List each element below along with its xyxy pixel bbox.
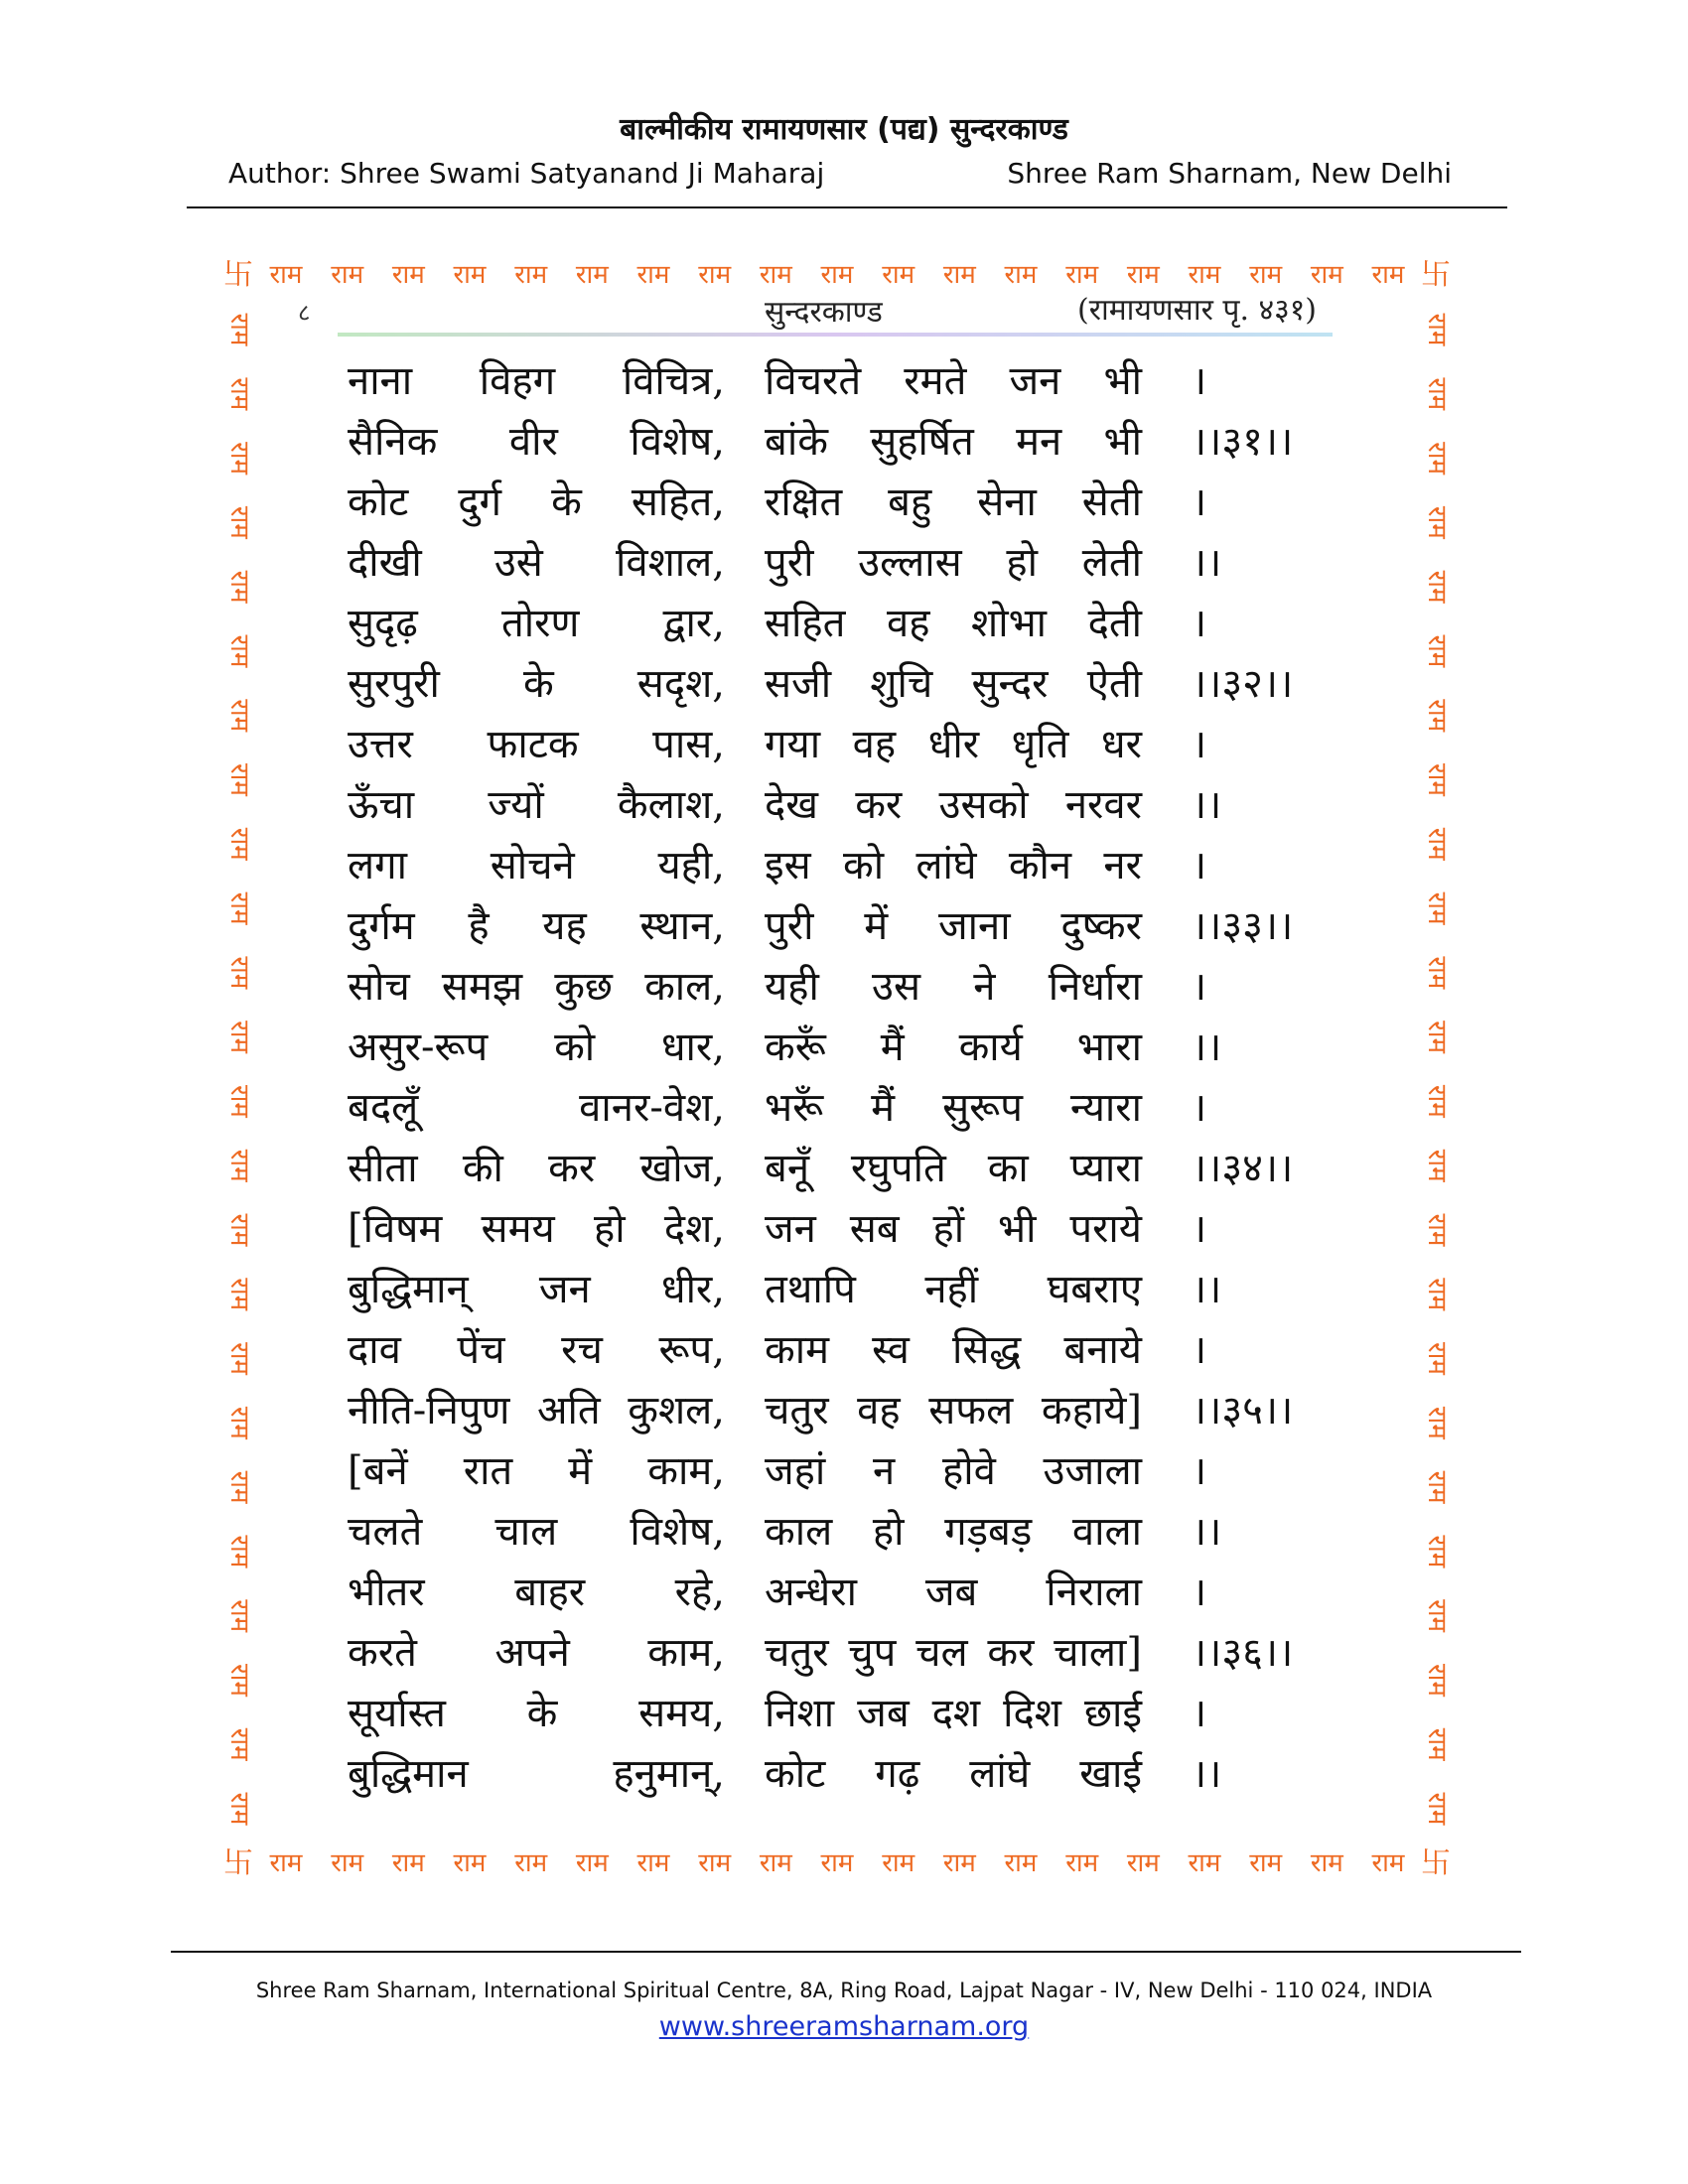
verse-second-half: रक्षित बहु सेना सेती xyxy=(765,479,1142,525)
border-ram-word: राम xyxy=(224,891,254,925)
border-ram-word: राम xyxy=(224,1599,254,1633)
verse-first-half: ऊँचा ज्यों कैलाश, xyxy=(348,782,725,828)
verse-first-half: चलते चाल विशेष, xyxy=(348,1509,725,1555)
border-ram-word: राम xyxy=(820,1848,854,1878)
verse-first-half: दुर्गम है यह स्थान, xyxy=(348,903,725,949)
border-ram-word: राम xyxy=(453,1848,487,1878)
border-ram-word: राम xyxy=(1422,505,1452,539)
organization-line: Shree Ram Sharnam, New Delhi xyxy=(1007,157,1452,190)
border-ram-word: राम xyxy=(1422,1599,1452,1633)
verse-marker: ।। xyxy=(1192,1751,1222,1797)
verse-second-half: पुरी में जाना दुष्कर xyxy=(765,903,1142,949)
verse-second-half: सजी शुचि सुन्दर ऐती xyxy=(765,661,1142,707)
verse-line xyxy=(348,1435,1340,1496)
verse-first-half: असुर-रूप को धार, xyxy=(348,1024,725,1070)
verse-marker: । xyxy=(1192,1448,1207,1494)
verse-line xyxy=(348,1193,1340,1254)
border-ram-word: राम xyxy=(1422,1727,1452,1761)
verse-line xyxy=(348,769,1340,830)
border-ram-word: राम xyxy=(224,1278,254,1311)
verse-first-half: नाना विहग विचित्र, xyxy=(348,358,725,404)
border-ram-word: राम xyxy=(942,260,976,290)
verse-marker: । xyxy=(1192,1206,1207,1252)
swastika-icon: 卐 xyxy=(1421,257,1451,293)
page-reference: (रामायणसार पृ. ४३१) xyxy=(1077,293,1318,328)
verse-second-half: तथापि नहीं घबराए xyxy=(765,1267,1142,1312)
verse-marker: । xyxy=(1192,601,1207,646)
border-ram-word: राम xyxy=(1422,891,1452,925)
verse-line xyxy=(348,951,1340,1012)
verse-second-half: देख कर उसको नरवर xyxy=(765,782,1142,828)
border-ram-word: राम xyxy=(1126,260,1160,290)
border-ram-word: राम xyxy=(882,260,915,290)
verse-marker: । xyxy=(1192,843,1207,888)
inner-divider xyxy=(338,333,1333,337)
verse-line xyxy=(348,1375,1340,1435)
border-ram-word: राम xyxy=(1310,1848,1343,1878)
border-ram-word: राम xyxy=(759,1848,792,1878)
verse-first-half: करते अपने काम, xyxy=(348,1630,725,1676)
border-ram-word: राम xyxy=(1422,1342,1452,1375)
border-ram-word: राम xyxy=(1126,1848,1160,1878)
swastika-icon: 卐 xyxy=(1421,1845,1451,1881)
border-ram-word: राम xyxy=(1065,1848,1099,1878)
verse-line xyxy=(348,890,1340,951)
border-ram-word: राम xyxy=(1422,763,1452,796)
border-ram-word: राम xyxy=(575,260,609,290)
border-ram-word: राम xyxy=(224,1727,254,1761)
border-ram-word: राम xyxy=(1065,260,1099,290)
border-ram-word: राम xyxy=(269,1848,303,1878)
border-ram-word: राम xyxy=(224,442,254,476)
border-ram-word: राम xyxy=(1371,260,1405,290)
border-ram-word: राम xyxy=(224,763,254,796)
border-ram-word: राम xyxy=(1371,1848,1405,1878)
verse-second-half: जहां न होवे उजाला xyxy=(765,1448,1142,1494)
border-ram-word: राम xyxy=(224,827,254,861)
verse-first-half: बुद्धिमान हनुमान्, xyxy=(348,1751,725,1797)
verse-second-half: पुरी उल्लास हो लेती xyxy=(765,540,1142,586)
verse-marker: ।।३३।। xyxy=(1192,903,1294,949)
footer-divider xyxy=(171,1951,1521,1953)
verse-second-half: भरूँ मैं सुरूप न्यारा xyxy=(765,1085,1142,1131)
border-ram-word: राम xyxy=(759,260,792,290)
border-ram-word: राम xyxy=(1422,827,1452,861)
verse-second-half: काम स्व सिद्ध बनाये xyxy=(765,1327,1142,1373)
border-ram-word: राम xyxy=(453,260,487,290)
border-ram-word: राम xyxy=(1422,634,1452,668)
verse-first-half: उत्तर फाटक पास, xyxy=(348,722,725,767)
verse-line xyxy=(348,709,1340,769)
verse-first-half: दाव पेंच रच रूप, xyxy=(348,1327,725,1373)
verse-second-half: सहित वह शोभा देती xyxy=(765,601,1142,646)
border-ram-word: राम xyxy=(1422,1663,1452,1697)
verse-second-half: इस को लांघे कौन नर xyxy=(765,843,1142,888)
verse-line xyxy=(348,345,1340,406)
page-number: ८ xyxy=(298,299,311,327)
verse-first-half: बुद्धिमान् जन धीर, xyxy=(348,1267,725,1312)
verse-second-half: कोट गढ़ लांघे खाई xyxy=(765,1751,1142,1797)
verse-marker: । xyxy=(1192,479,1207,525)
verse-first-half: कोट दुर्ग के सहित, xyxy=(348,479,725,525)
border-ram-word: राम xyxy=(224,1535,254,1569)
swastika-icon: 卐 xyxy=(223,257,253,293)
verse-first-half: लगा सोचने यही, xyxy=(348,843,725,888)
border-ram-word: राम xyxy=(698,1848,732,1878)
border-ram-word: राम xyxy=(1422,313,1452,346)
verse-marker: । xyxy=(1192,1570,1207,1615)
border-ram-word: राम xyxy=(269,260,303,290)
border-ram-word: राम xyxy=(1422,1278,1452,1311)
border-ram-word: राम xyxy=(1249,1848,1283,1878)
verse-line xyxy=(348,1072,1340,1133)
border-ram-word: राम xyxy=(1422,1406,1452,1439)
border-ram-word: राम xyxy=(224,505,254,539)
verse-marker: ।।३६।। xyxy=(1192,1630,1294,1676)
verse-first-half: नीति-निपुण अति कुशल, xyxy=(348,1388,725,1433)
verse-second-half: गया वह धीर धृति धर xyxy=(765,722,1142,767)
verse-line xyxy=(348,1678,1340,1738)
verse-second-half: अन्धेरा जब निराला xyxy=(765,1570,1142,1615)
border-ram-word: राम xyxy=(942,1848,976,1878)
border-ram-word: राम xyxy=(224,1663,254,1697)
verse-marker: । xyxy=(1192,1327,1207,1373)
verse-marker: ।। xyxy=(1192,540,1222,586)
verse-second-half: विचरते रमते जन भी xyxy=(765,358,1142,404)
border-ram-word: राम xyxy=(636,260,670,290)
border-ram-word: राम xyxy=(1422,1213,1452,1247)
verse-marker: । xyxy=(1192,964,1207,1010)
verse-marker: ।। xyxy=(1192,1024,1222,1070)
section-title: सुन्दरकाण्ड xyxy=(765,295,883,330)
border-ram-word: राम xyxy=(1004,1848,1038,1878)
verse-second-half: यही उस ने निर्धारा xyxy=(765,964,1142,1010)
border-ram-word: राम xyxy=(1422,377,1452,411)
border-ram-word: राम xyxy=(224,699,254,733)
verse-second-half: निशा जब दश दिश छाई xyxy=(765,1691,1142,1736)
border-ram-word: राम xyxy=(224,1792,254,1826)
verse-line xyxy=(348,1133,1340,1193)
border-ram-word: राम xyxy=(1422,1084,1452,1118)
border-ram-word: राम xyxy=(636,1848,670,1878)
verse-first-half: भीतर बाहर रहे, xyxy=(348,1570,725,1615)
verse-line xyxy=(348,1496,1340,1557)
verse-first-half: सुरपुरी के सदृश, xyxy=(348,661,725,707)
verse-first-half: [बनें रात में काम, xyxy=(348,1448,725,1494)
verse-first-half: दीखी उसे विशाल, xyxy=(348,540,725,586)
verse-second-half: चतुर वह सफल कहाये] xyxy=(765,1388,1142,1433)
header-divider xyxy=(187,206,1507,208)
verse-line xyxy=(348,1738,1340,1799)
verse-block xyxy=(348,345,1340,1799)
border-ram-word: राम xyxy=(224,1149,254,1182)
border-ram-word: राम xyxy=(331,1848,364,1878)
border-ram-word: राम xyxy=(514,260,548,290)
verse-second-half: करूँ मैं कार्य भारा xyxy=(765,1024,1142,1070)
border-ram-word: राम xyxy=(575,1848,609,1878)
document-title: बाल्मीकीय रामायणसार (पद्य) सुन्दरकाण्ड xyxy=(620,112,1068,147)
border-ram-word: राम xyxy=(1422,570,1452,604)
border-ram-word: राम xyxy=(1310,260,1343,290)
border-ram-word: राम xyxy=(698,260,732,290)
verse-first-half: बदलूँ वानर-वेश, xyxy=(348,1085,725,1131)
verse-first-half: [विषम समय हो देश, xyxy=(348,1206,725,1252)
verse-line xyxy=(348,648,1340,709)
verse-second-half: बांके सुहर्षित मन भी xyxy=(765,419,1142,465)
border-ram-word: राम xyxy=(224,1021,254,1054)
verse-marker: ।। xyxy=(1192,1267,1222,1312)
verse-marker: । xyxy=(1192,722,1207,767)
border-ram-word: राम xyxy=(882,1848,915,1878)
verse-line xyxy=(348,467,1340,527)
verse-first-half: सैनिक वीर विशेष, xyxy=(348,419,725,465)
border-ram-word: राम xyxy=(1422,1470,1452,1504)
verse-marker: ।। xyxy=(1192,1509,1222,1555)
border-ram-word: राम xyxy=(1422,442,1452,476)
border-ram-word: राम xyxy=(224,1406,254,1439)
border-ram-word: राम xyxy=(1004,260,1038,290)
verse-marker: । xyxy=(1192,1085,1207,1131)
border-ram-word: राम xyxy=(1422,699,1452,733)
border-ram-word: राम xyxy=(1422,1021,1452,1054)
footer-address: Shree Ram Sharnam, International Spiritual Centre, 8A, Ring Road, Lajpat Nagar - IV, New Delhi - 110 024, INDIA xyxy=(255,1979,1433,2002)
verse-line xyxy=(348,406,1340,467)
border-ram-word: राम xyxy=(1249,260,1283,290)
author-line: Author: Shree Swami Satyanand Ji Maharaj xyxy=(228,157,825,190)
border-ram-word: राम xyxy=(1188,1848,1221,1878)
verse-marker: ।।३२।। xyxy=(1192,661,1294,707)
website-link[interactable]: www.shreeramsharnam.org xyxy=(658,2011,1030,2042)
border-ram-word: राम xyxy=(331,260,364,290)
swastika-icon: 卐 xyxy=(223,1845,253,1881)
border-ram-word: राम xyxy=(224,634,254,668)
verse-marker: ।।३५।। xyxy=(1192,1388,1294,1433)
border-ram-word: राम xyxy=(224,1470,254,1504)
verse-marker: । xyxy=(1192,1691,1207,1736)
verse-line xyxy=(348,1557,1340,1617)
border-ram-word: राम xyxy=(1422,1149,1452,1182)
border-ram-word: राम xyxy=(391,260,425,290)
border-ram-word: राम xyxy=(514,1848,548,1878)
verse-first-half: सीता की कर खोज, xyxy=(348,1146,725,1191)
verse-line xyxy=(348,830,1340,890)
verse-marker: ।।३४।। xyxy=(1192,1146,1294,1191)
border-ram-word: राम xyxy=(224,313,254,346)
border-ram-word: राम xyxy=(1422,956,1452,990)
border-ram-word: राम xyxy=(224,1342,254,1375)
verse-marker: ।।३१।। xyxy=(1192,419,1294,465)
verse-first-half: सुदृढ़ तोरण द्वार, xyxy=(348,601,725,646)
border-ram-word: राम xyxy=(224,570,254,604)
verse-line xyxy=(348,1617,1340,1678)
verse-line xyxy=(348,1012,1340,1072)
verse-second-half: चतुर चुप चल कर चाला] xyxy=(765,1630,1142,1676)
verse-line xyxy=(348,588,1340,648)
border-ram-word: राम xyxy=(224,956,254,990)
border-ram-word: राम xyxy=(1188,260,1221,290)
verse-second-half: काल हो गड़बड़ वाला xyxy=(765,1509,1142,1555)
verse-second-half: बनूँ रघुपति का प्यारा xyxy=(765,1146,1142,1191)
verse-marker: । xyxy=(1192,358,1207,404)
verse-line xyxy=(348,527,1340,588)
border-ram-word: राम xyxy=(820,260,854,290)
verse-first-half: सोच समझ कुछ काल, xyxy=(348,964,725,1010)
border-ram-word: राम xyxy=(1422,1535,1452,1569)
verse-first-half: सूर्यास्त के समय, xyxy=(348,1691,725,1736)
border-ram-word: राम xyxy=(1422,1792,1452,1826)
verse-marker: ।। xyxy=(1192,782,1222,828)
border-ram-word: राम xyxy=(224,1084,254,1118)
verse-line xyxy=(348,1314,1340,1375)
verse-second-half: जन सब हों भी पराये xyxy=(765,1206,1142,1252)
border-ram-word: राम xyxy=(224,377,254,411)
border-ram-word: राम xyxy=(224,1213,254,1247)
verse-line xyxy=(348,1254,1340,1314)
border-ram-word: राम xyxy=(391,1848,425,1878)
